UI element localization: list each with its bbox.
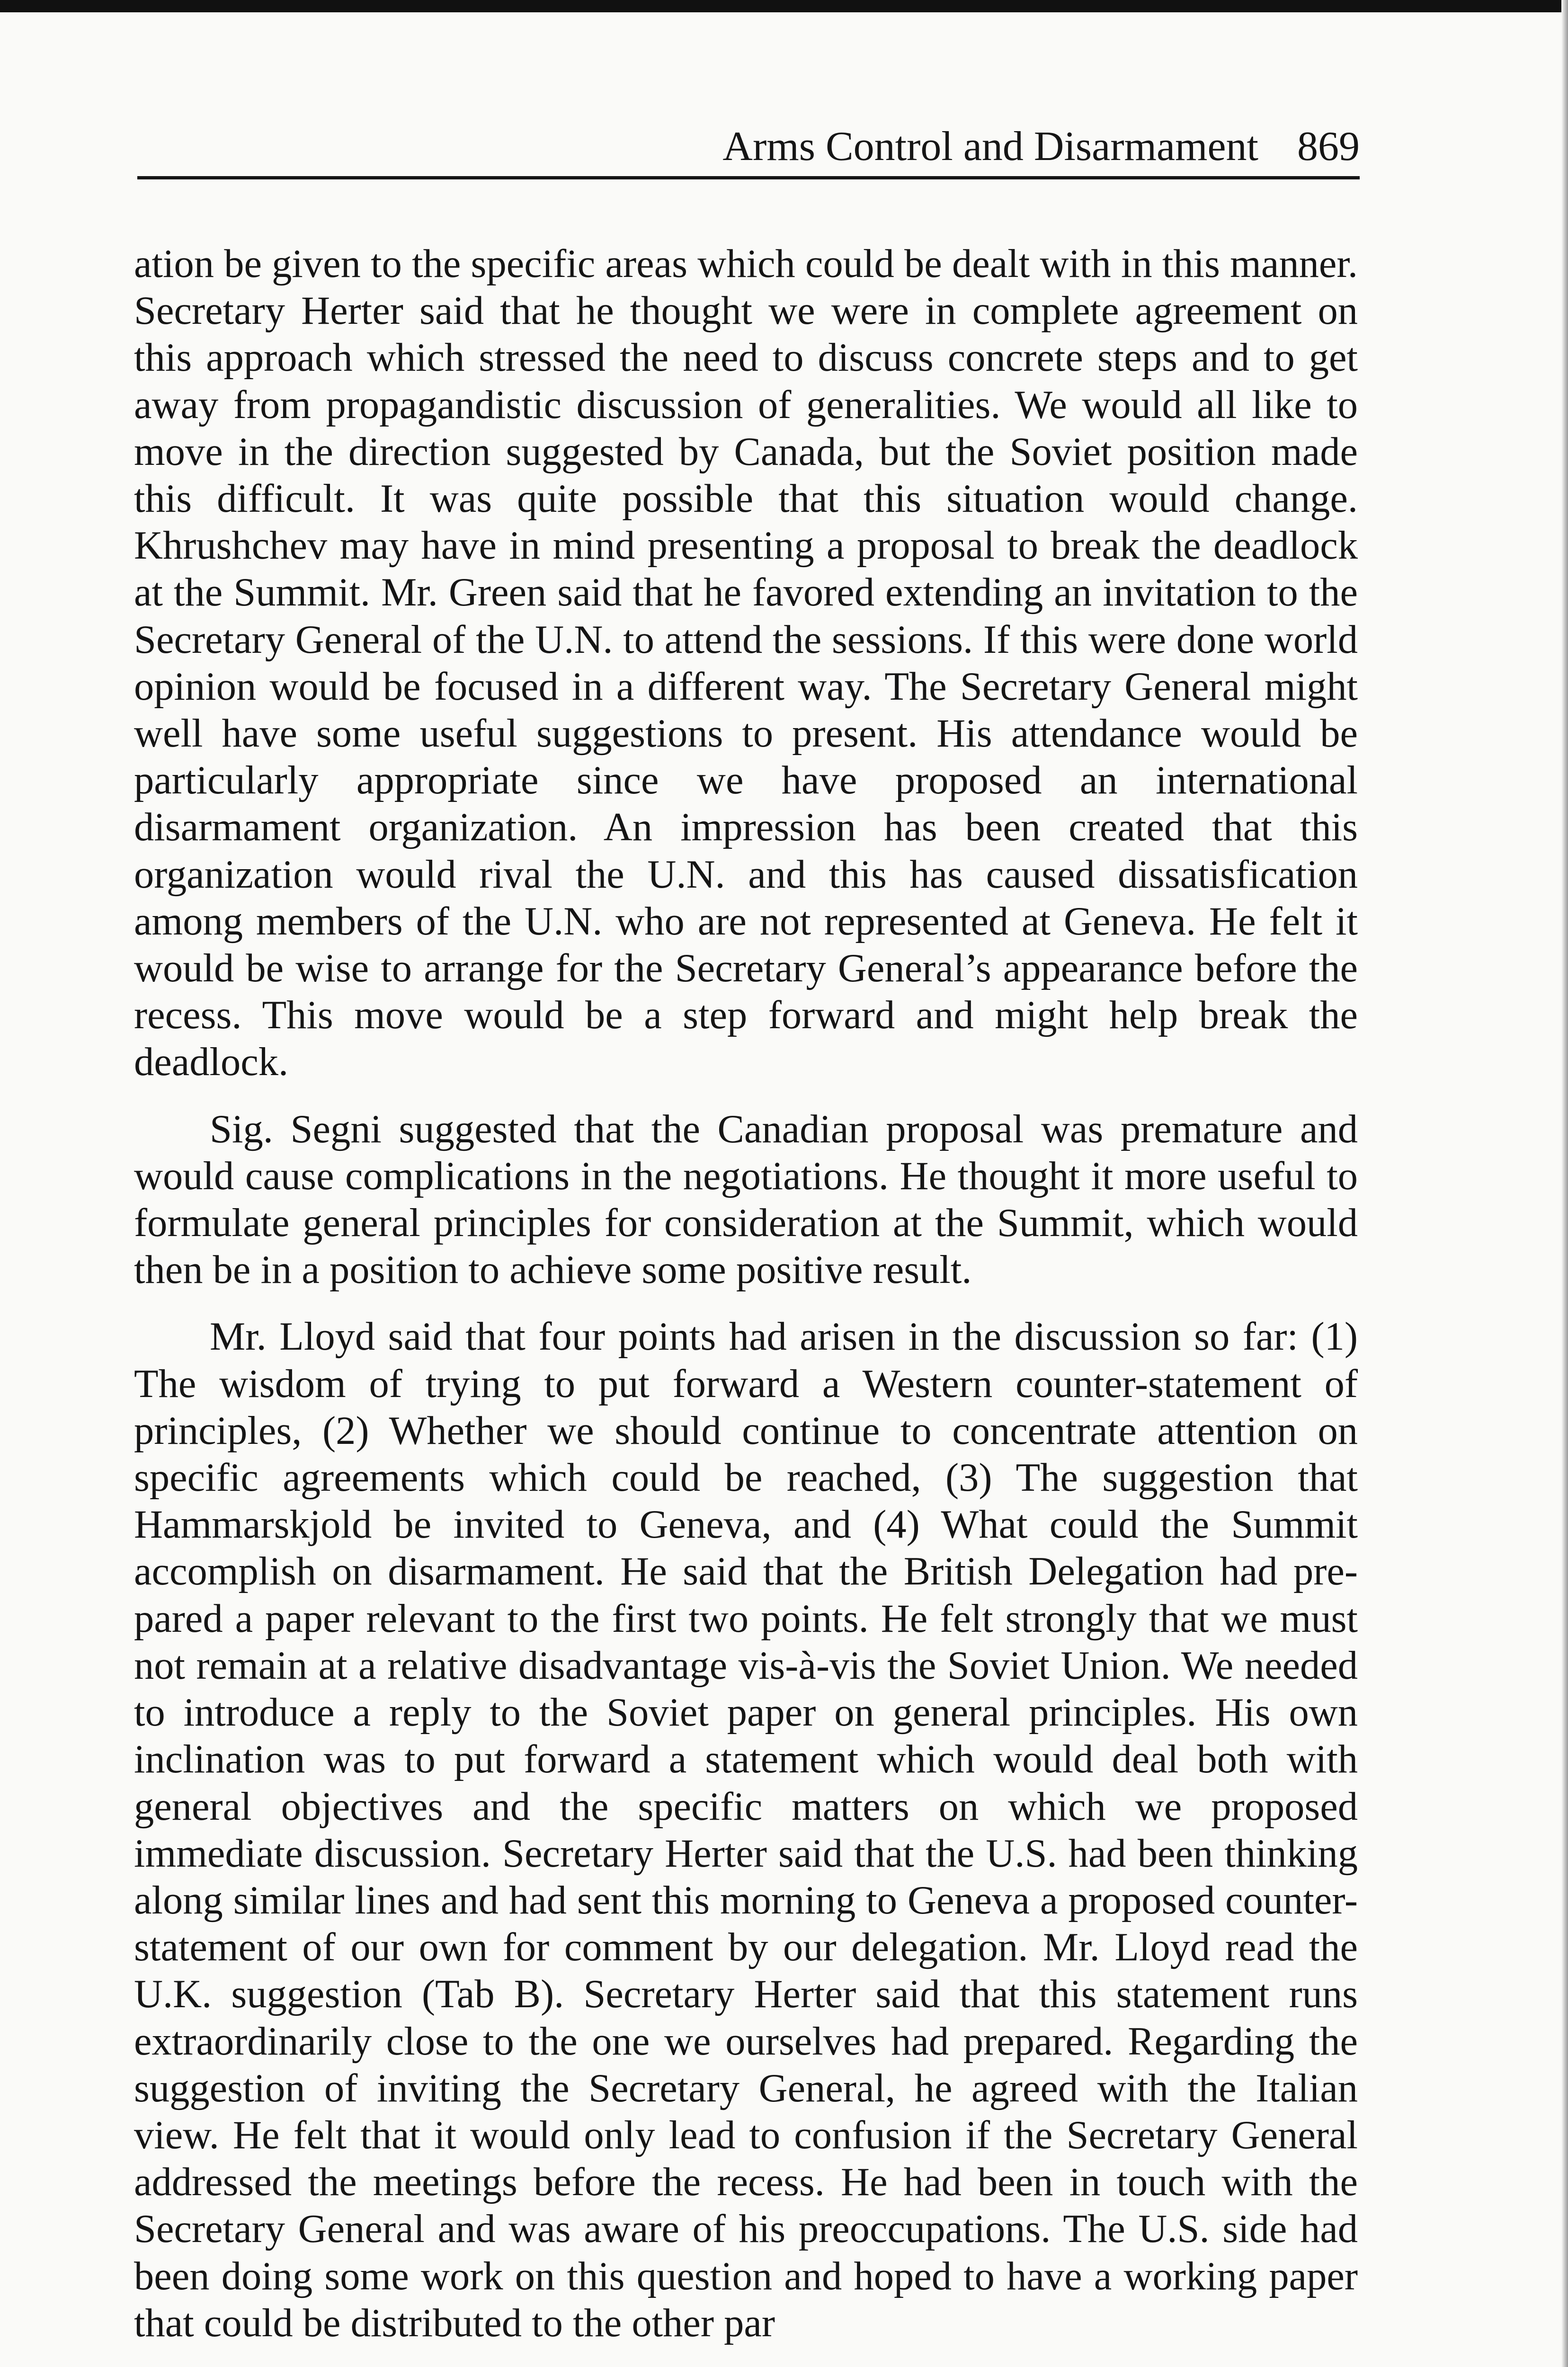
body-text: [134, 240, 1358, 2347]
scan-top-edge: [0, 0, 1568, 12]
header-rule: [137, 176, 1360, 179]
scan-right-edge: [1561, 0, 1568, 2367]
paragraph-continuation: ation be given to the specific areas which could be dealt with in this manner. Secretary Herter said that he thought we were in complete agreement on this approach which stressed the need to discuss concrete steps and to get away from propagandistic discussion of generalities. We would all like to move in the direction suggested by Canada, but the Soviet position made this difficult. It was quite possible that this situation would change. Khrushchev may have in mind presenting a proposal to break the deadlock at the Summit. Mr. Green said that he favored extending an invitation to the Secretary General of the U.N. to attend the sessions. If this were done world opinion would be focused in a different way. The Secretary General might well have some useful suggestions to present. His attendance would be particularly appropriate since we have proposed an international disarmament organization. An impression has been created that this organization would rival the U.N. and this has caused dissatisfication among members of the U.N. who are not represented at Geneva. He felt it would be wise to arrange for the Secretary General’s appearance before the recess. This move would be a step forward and might help break the deadlock.: [134, 242, 1358, 1085]
page-number: 869: [1297, 124, 1360, 169]
paragraph-lloyd: Mr. Lloyd said that four points had arisen in the discussion so far: (1) The wisdom of trying to put forward a Western counter-statement of principles, (2) Whether we should continue to concentrate attention on specific agreements which could be reached, (3) The suggestion that Hammarskjold be invited to Geneva, and (4) What could the Summit accomplish on disarmament. He said that the British Delegation had prepared a paper relevant to the first two points. He felt strongly that we must not remain at a relative disadvantage vis-à-vis the Soviet Union. We needed to introduce a reply to the Soviet paper on general principles. His own inclination was to put forward a statement which would deal both with general objectives and the specific matters on which we proposed immediate discussion. Secretary Herter said that the U.S. had been thinking along similar lines and had sent this morning to Geneva a proposed counter-statement of our own for comment by our delegation. Mr. Lloyd read the U.K. suggestion (Tab B). Secretary Herter said that this statement runs extraordinarily close to the one we ourselves had prepared. Regarding the suggestion of inviting the Secretary General, he agreed with the Italian view. He felt that it would only lead to confusion if the Secretary General addressed the meetings before the recess. He had been in touch with the Secretary General and was aware of his preoccupations. The U.S. side had been doing some work on this question and hoped to have a working paper that could be distributed to the other par: [134, 1315, 1358, 2345]
running-head: [137, 118, 1360, 175]
running-head-title: Arms Control and Disarmament: [722, 124, 1258, 169]
paragraph-segni: Sig. Segni suggested that the Canadian proposal was premature and would cause complications in the negotiations. He thought it more useful to formulate general principles for consideration at the Summit, which would then be in a position to achieve some positive result.: [134, 1107, 1358, 1292]
